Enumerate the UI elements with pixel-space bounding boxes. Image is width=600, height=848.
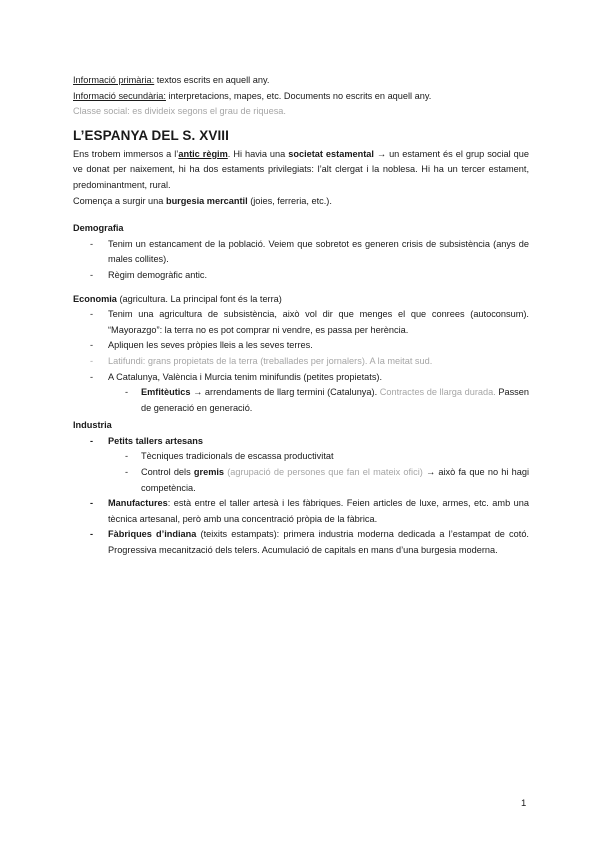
page-number: 1 — [521, 798, 527, 809]
economia-item-1: Tenim una agricultura de subsistència, això vol dir que menges el que conrees (autoconsum). “Mayorazgo”: la terra no es pot comprar ni vendre, es passa per herència. — [108, 309, 529, 335]
secondary-info-line — [73, 89, 529, 105]
indiana-text: (teixits estampats): primera industria moderna dedicada a l’estampat de cotó. Progressiva mecanització dels telers. Acumulació de capitals en mans d’una burgesia moderna. — [108, 529, 529, 556]
page-title: L’ESPANYA DEL S. XVIII — [73, 127, 229, 143]
secondary-info-label: Informació secundària: — [73, 90, 166, 101]
emfiteutics-term: Emfitèutics — [141, 387, 191, 398]
list-item — [73, 434, 529, 450]
list-item — [73, 268, 529, 284]
societat-estamental-term: societat estamental — [288, 148, 374, 159]
emfiteutics-text: → arrendaments de llarg termini (Catalunya). — [190, 387, 380, 398]
list-item — [73, 527, 529, 558]
list-item — [73, 370, 529, 386]
tallers-sub-item-1: Tècniques tradicionals de escassa productivitat — [141, 451, 334, 462]
list-dash: - — [90, 309, 94, 320]
manufactures-term: Manufactures — [108, 498, 168, 509]
primary-info-line — [73, 73, 529, 89]
document-content — [73, 73, 529, 559]
demografia-heading: Demografia — [73, 223, 124, 234]
burgesia-paragraph — [73, 194, 529, 210]
list-item — [73, 338, 529, 354]
gremis-text-1: Control dels — [141, 467, 194, 478]
sub-list-item — [73, 449, 529, 465]
list-dash: - — [90, 498, 94, 509]
economia-item-2: Apliquen les seves pròpies lleis a les seves terres. — [108, 340, 313, 351]
demografia-item-2: Règim demogràfic antic. — [108, 269, 208, 280]
list-dash: - — [125, 387, 129, 398]
para2-text-3: (joies, ferreria, etc.). — [247, 195, 332, 206]
sub-list-item — [73, 465, 529, 496]
list-item — [73, 307, 529, 338]
list-dash: - — [90, 238, 94, 249]
gremis-term: gremis — [193, 467, 225, 478]
economia-heading-line — [73, 292, 529, 308]
para2-text-1: Comença a surgir una — [73, 195, 166, 206]
list-dash: - — [90, 371, 94, 382]
secondary-info-text: interpretacions, mapes, etc. Documents no escrits en aquell any. — [165, 90, 432, 101]
primary-info-label: Informació primària: — [73, 75, 155, 85]
list-item — [73, 354, 529, 370]
economia-heading-rest: (agricultura. La principal font és la terra) — [116, 293, 282, 304]
tallers-item: Petits tallers artesans — [108, 435, 203, 446]
list-item — [73, 237, 529, 268]
antic-regim-term: antic règim — [178, 148, 228, 159]
para1-text-5: → un estament és el grup social que ve donat per naixement, hi ha dos estaments privilegiats: l’alt clergat i la noblesa. Hi ha un tercer estament, predominantment, rural. — [73, 148, 530, 190]
social-class-line: Classe social: es divideix segons el grau de riquesa. — [73, 106, 286, 117]
emfiteutics-gray-text: Contractes de llarga durada. — [379, 387, 496, 398]
list-dash: - — [90, 269, 94, 280]
intro-paragraph — [73, 147, 529, 194]
manufactures-text: : està entre el taller artesà i les fàbriques. Feien articles de luxe, armes, etc. amb una tècnica artesanal, però amb una concentració pròpia de la fàbrica. — [108, 498, 529, 524]
economia-heading: Economia — [73, 293, 117, 304]
primary-info-text: textos escrits en aquell any. — [154, 75, 270, 85]
indiana-term: Fàbriques d’indiana — [108, 529, 197, 540]
para1-text-1: Ens trobem immersos a l’ — [73, 148, 179, 159]
list-item — [73, 496, 529, 527]
economia-item-3: Latifundi: grans propietats de la terra (treballades per jornalers). A la meitat sud. — [108, 355, 433, 366]
economia-item-4: A Catalunya, València i Murcia tenim minifundis (petites propietats). — [108, 371, 383, 382]
para1-text-3: . Hi havia una — [227, 148, 289, 159]
demografia-item-1: Tenim un estancament de la població. Veiem que sobretot es generen crisis de subsistència (anys de males collites). — [108, 238, 529, 265]
gremis-text-4: → això fa que no hi hagi competència. — [141, 467, 529, 493]
list-dash: - — [125, 467, 129, 478]
industria-heading: Industria — [73, 420, 112, 431]
list-dash: - — [125, 451, 129, 462]
emfiteutics-text-end: Passen de generació en generació. — [141, 387, 529, 413]
gremis-gray-text: (agrupació de persones que fan el mateix ofici) — [224, 467, 423, 478]
list-dash: - — [90, 529, 94, 540]
list-dash: - — [90, 340, 94, 351]
burgesia-mercantil-term: burgesia mercantil — [165, 195, 248, 206]
list-dash: - — [90, 355, 94, 366]
list-dash: - — [90, 435, 94, 446]
sub-list-item — [73, 385, 529, 416]
